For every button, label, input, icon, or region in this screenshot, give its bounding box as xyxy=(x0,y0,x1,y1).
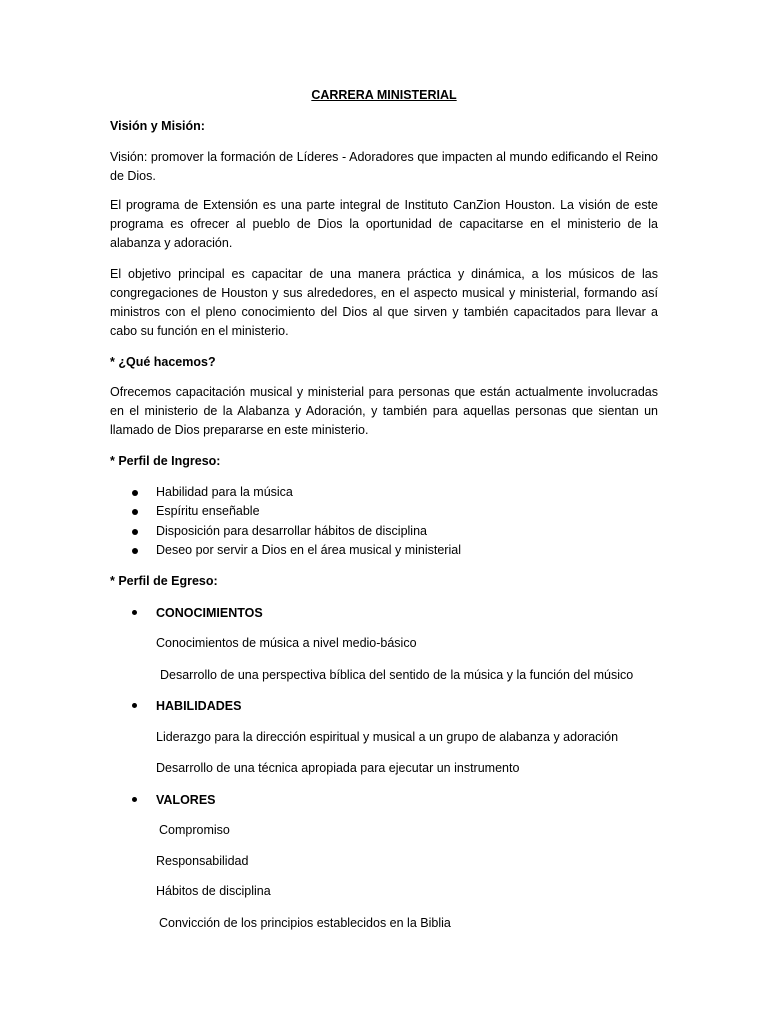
bullet-icon xyxy=(132,610,137,615)
valores-item: Compromiso xyxy=(159,823,230,837)
vision-mision-heading: Visión y Misión: xyxy=(110,119,205,133)
list-item-text: Deseo por servir a Dios en el área musical y ministerial xyxy=(156,542,461,557)
perfil-egreso-heading: * Perfil de Egreso: xyxy=(110,574,218,588)
valores-item: Responsabilidad xyxy=(156,854,249,868)
bullet-icon xyxy=(132,703,137,708)
habilidades-heading xyxy=(110,697,670,715)
list-item xyxy=(110,502,461,521)
valores-group xyxy=(110,791,670,809)
objetivo-paragraph: El objetivo principal es capacitar de una manera práctica y dinámica, a los músicos de las congregaciones de Houston y sus alrededores, en el aspecto musical y ministerial, formando así ministros con el pleno conocimiento del Dios al que sirven y también capacitados para llevar a cabo su función en el ministerio. xyxy=(110,267,658,338)
conocimientos-heading xyxy=(110,604,670,622)
conocimientos-group xyxy=(110,604,670,622)
bullet-icon xyxy=(132,490,138,496)
valores-item: Convicción de los principios establecidos en la Biblia xyxy=(159,916,451,930)
perfil-ingreso-list xyxy=(110,483,461,560)
valores-heading xyxy=(110,791,670,809)
conocimientos-item: Conocimientos de música a nivel medio-básico xyxy=(156,636,417,650)
conocimientos-label: CONOCIMIENTOS xyxy=(156,606,263,620)
conocimientos-item: Desarrollo de una perspectiva bíblica del sentido de la música y la función del músico xyxy=(160,668,634,682)
habilidades-label: HABILIDADES xyxy=(156,699,242,713)
list-item-text: Disposición para desarrollar hábitos de disciplina xyxy=(156,523,427,538)
habilidades-item: Desarrollo de una técnica apropiada para ejecutar un instrumento xyxy=(156,761,520,775)
bullet-icon xyxy=(132,509,138,515)
vision-paragraph: Visión: promover la formación de Líderes - Adoradores que impacten al mundo edificando el Reino de Dios. xyxy=(110,150,658,183)
document-body xyxy=(110,0,658,1024)
list-item xyxy=(110,522,461,541)
bullet-icon xyxy=(132,548,138,554)
valores-label: VALORES xyxy=(156,793,216,807)
valores-item: Hábitos de disciplina xyxy=(156,884,271,898)
que-hacemos-heading: * ¿Qué hacemos? xyxy=(110,355,216,369)
perfil-ingreso-heading: * Perfil de Ingreso: xyxy=(110,454,221,468)
list-item xyxy=(110,483,461,502)
habilidades-group xyxy=(110,697,670,715)
bullet-icon xyxy=(132,529,138,535)
bullet-icon xyxy=(132,797,137,802)
list-item-text: Habilidad para la música xyxy=(156,485,293,499)
que-hacemos-paragraph: Ofrecemos capacitación musical y ministerial para personas que están actualmente involucradas en el ministerio de la Alabanza y Adoración, y también para aquellas personas que sientan un llamado de Dios prepararse en este ministerio. xyxy=(110,385,658,437)
list-item-text: Espíritu enseñable xyxy=(156,504,260,519)
habilidades-item: Liderazgo para la dirección espiritual y musical a un grupo de alabanza y adoración xyxy=(156,730,619,744)
programa-paragraph: El programa de Extensión es una parte integral de Instituto CanZion Houston. La visión de este programa es ofrecer al pueblo de Dios la oportunidad de capacitarse en el ministerio de la alabanza y adoración. xyxy=(110,198,658,250)
document-title: CARRERA MINISTERIAL xyxy=(311,88,457,102)
list-item xyxy=(110,541,461,560)
